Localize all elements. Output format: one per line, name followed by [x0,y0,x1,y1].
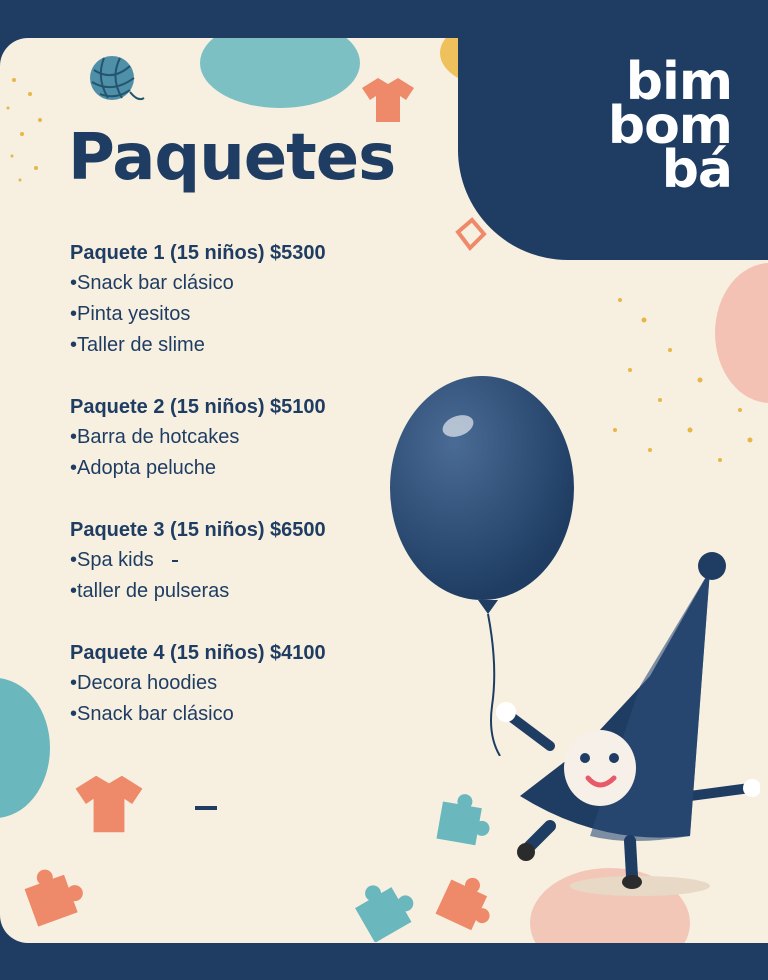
brand-logo-line1: bim [625,52,732,112]
package-item: •taller de pulseras [70,580,230,602]
package-title: Paquete 1 (15 niños) $5300 [70,242,326,264]
package-item: •Decora hoodies [70,672,218,694]
package-title: Paquete 4 (15 niños) $4100 [70,642,326,664]
decorative-dash [195,806,217,810]
puzzle-piece-icon [430,788,492,850]
package-item: •Snack bar clásico [70,703,234,725]
puzzle-piece-icon [352,876,418,942]
package-2 [70,392,430,484]
tag-icon [450,212,490,256]
brand-logo-line2: bom [607,96,732,156]
page-title: Paquetes [68,121,396,195]
package-item: •Adopta peluche [70,457,217,479]
puzzle-piece-icon [432,870,494,932]
packages-list [70,238,430,761]
confetti-dots [0,60,60,190]
package-title: Paquete 3 (15 niños) $6500 [70,519,326,541]
package-item: •Barra de hotcakes [70,426,240,448]
package-1 [70,238,430,361]
teal-blob-left [0,678,50,818]
tshirt-icon [70,768,148,840]
package-item: •Spa kids [70,549,154,571]
yarn-ball-icon [86,52,146,112]
package-4 [70,638,430,730]
package-title: Paquete 2 (15 niños) $5100 [70,396,326,418]
brand-logo-line3: bá [661,140,732,200]
puzzle-piece-icon [20,862,86,928]
package-item: •Snack bar clásico [70,272,234,294]
teal-blob [200,38,360,108]
decorative-dash [172,560,178,562]
confetti-dots [600,260,768,490]
brand-logo [532,52,732,200]
package-3 [70,515,430,607]
party-hat-mascot [490,546,760,906]
package-item: •Taller de slime [70,334,205,356]
package-item: •Pinta yesitos [70,303,191,325]
